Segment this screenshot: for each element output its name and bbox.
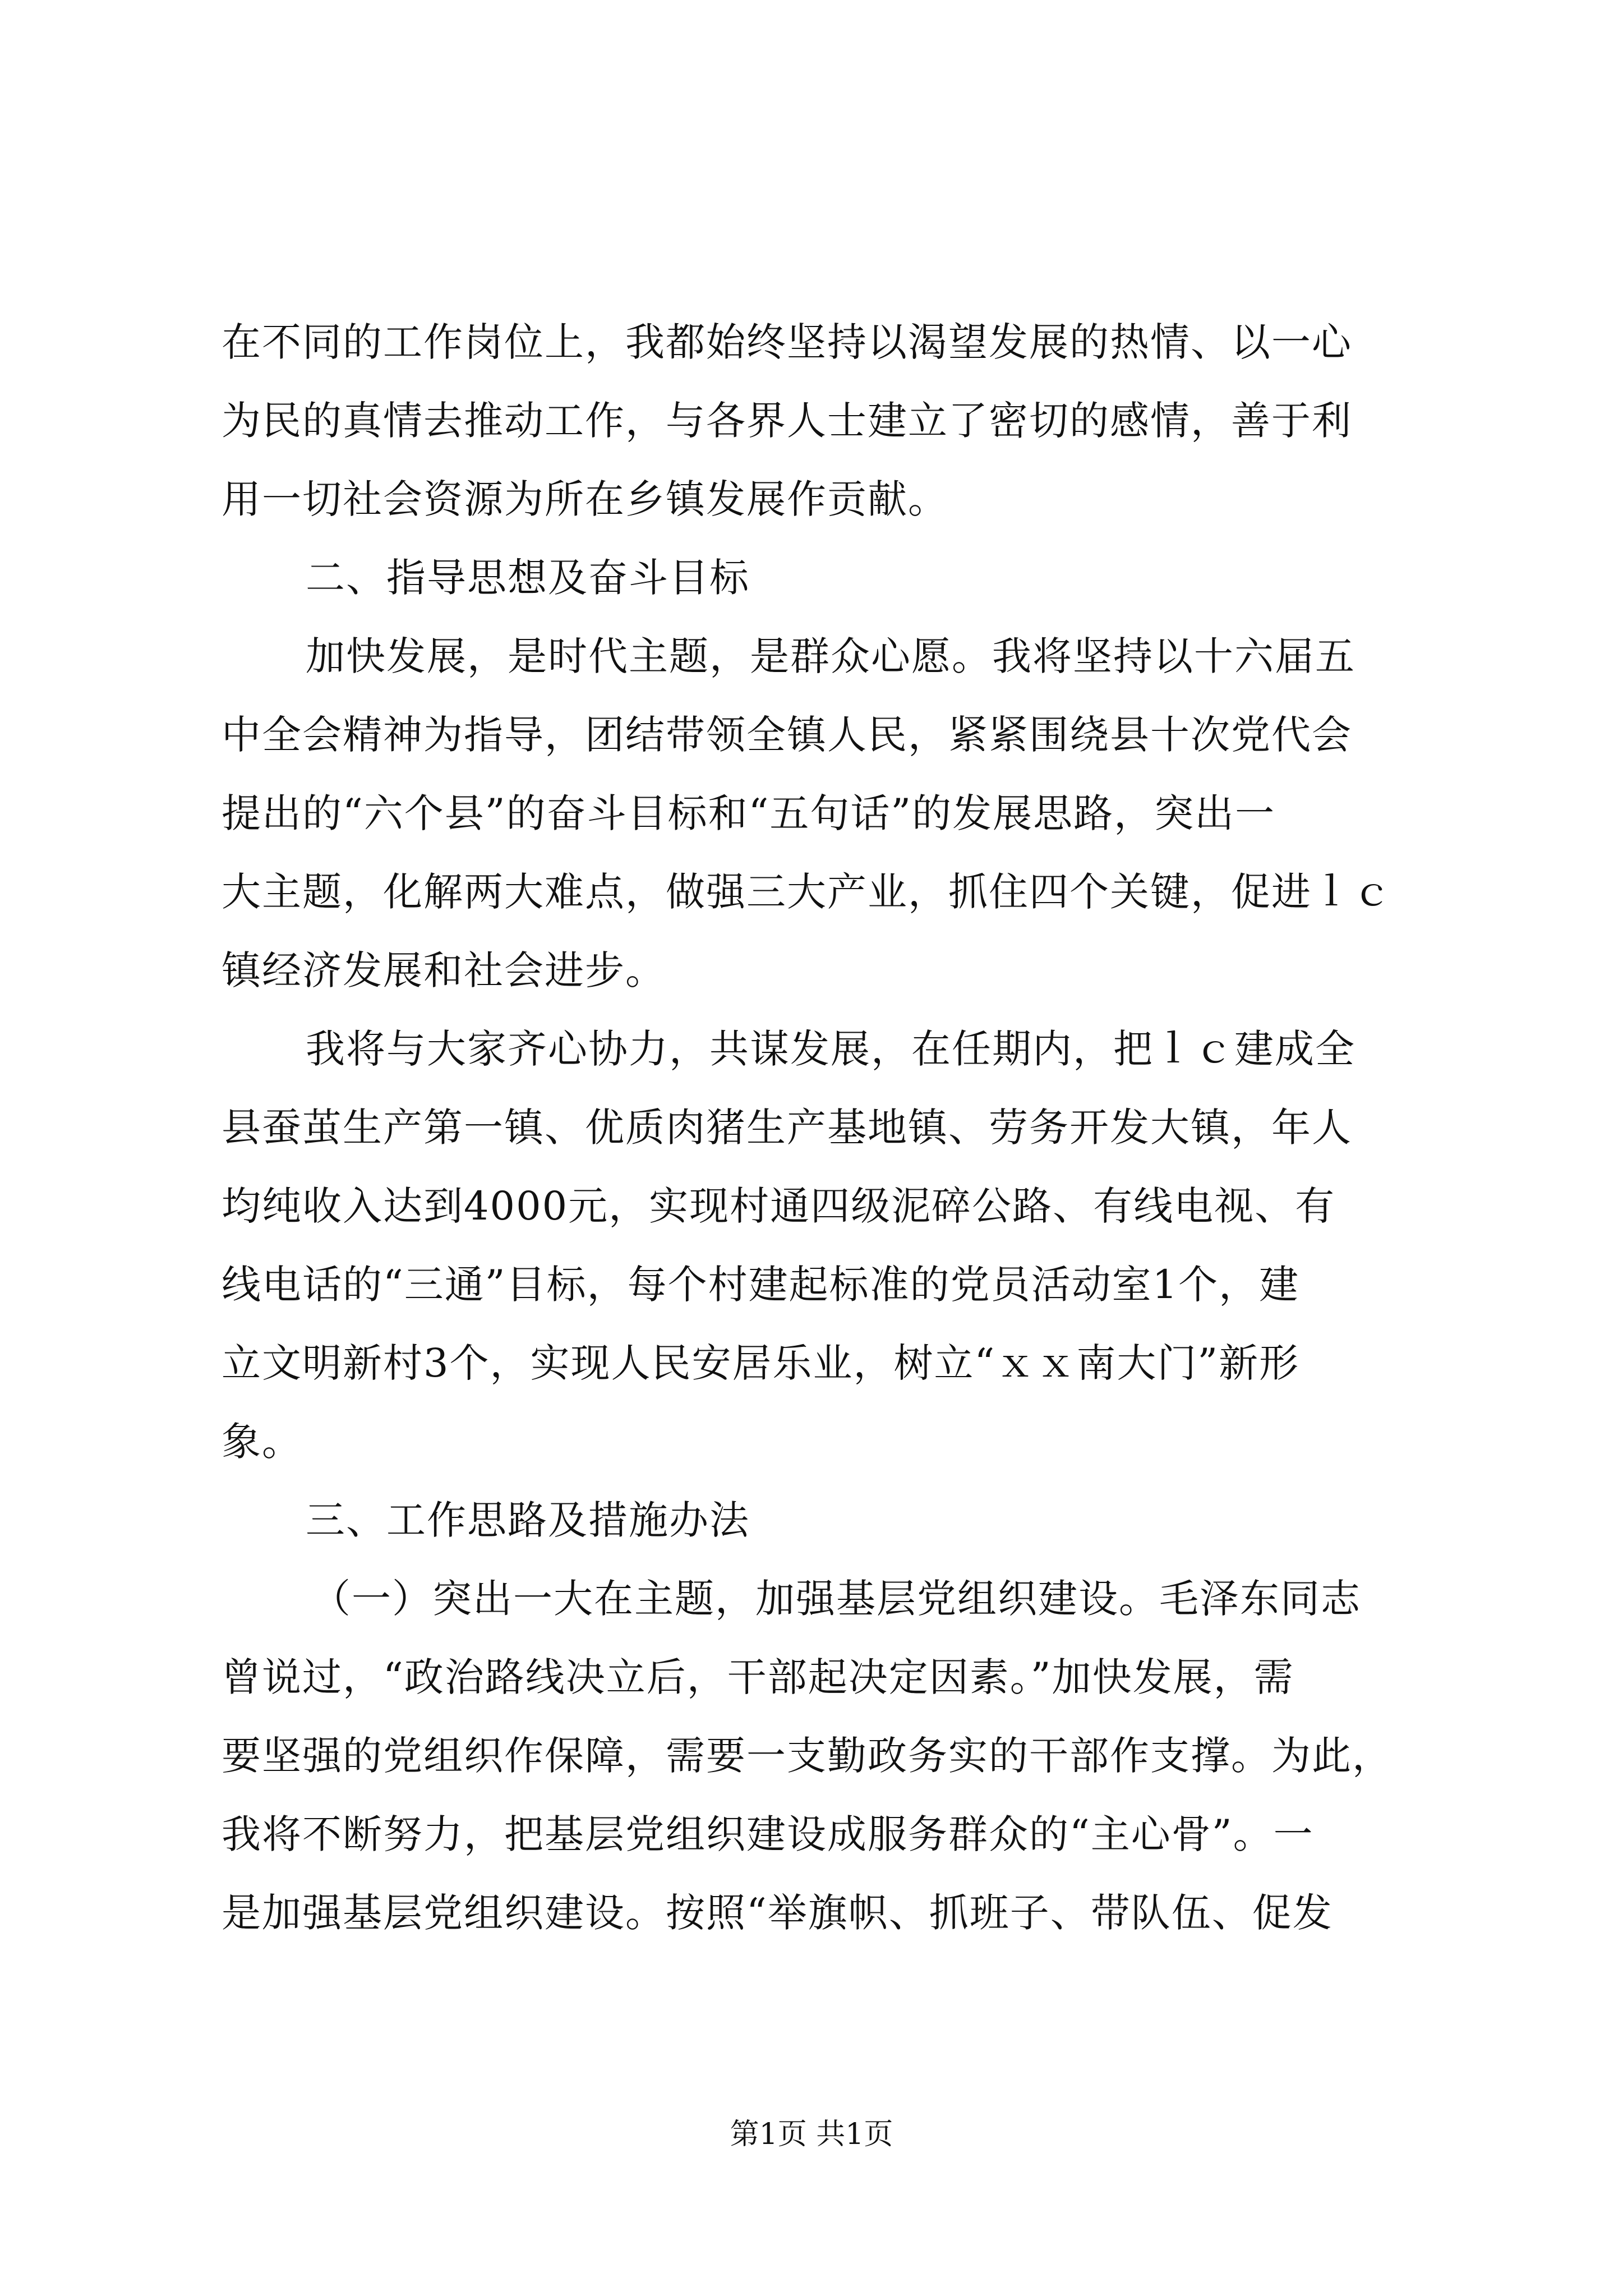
text-line: 为民的真情去推动工作，与各界人士建立了密切的感情，善于利 [222, 398, 1352, 444]
text-line: （一）突出一大在主题，加强基层党组织建设。毛泽东同志 [311, 1576, 1361, 1622]
text-line: 镇经济发展和社会进步。 [222, 947, 666, 993]
page-footer: 第1页 共1页 [730, 2118, 893, 2151]
section-heading: 二、指导思想及奋斗目标 [306, 555, 750, 601]
text-line: 曾说过，“政治路线决立后，干部起决定因素。”加快发展，需 [222, 1654, 1294, 1700]
text-line: 中全会精神为指导，团结带领全镇人民，紧紧围绕县十次党代会 [222, 712, 1352, 758]
text-line: 立文明新村3个，实现人民安居乐业，树立“ｘｘ南大门”新形 [222, 1340, 1300, 1386]
text-line: 县蚕茧生产第一镇、优质肉猪生产基地镇、劳务开发大镇，年人 [222, 1105, 1352, 1151]
text-line: 线电话的“三通”目标，每个村建起标准的党员活动室1个，建 [222, 1262, 1300, 1308]
text-line: 提出的“六个县”的奋斗目标和“五句话”的发展思路，突出一 [222, 790, 1276, 836]
text-line: 在不同的工作岗位上，我都始终坚持以渴望发展的热情、以一心 [222, 319, 1352, 365]
text-line: 加快发展，是时代主题，是群众心愿。我将坚持以十六届五 [306, 633, 1355, 679]
text-line: 大主题，化解两大难点，做强三大产业，抓住四个关键，促进ｌｃ [222, 869, 1393, 915]
text-line: 均纯收入达到4000元，实现村通四级泥碎公路、有线电视、有 [222, 1183, 1336, 1229]
text-line: 用一切社会资源为所在乡镇发展作贡献。 [222, 476, 948, 522]
text-line: 我将与大家齐心协力，共谋发展，在任期内，把ｌｃ建成全 [306, 1026, 1355, 1072]
text-line: 象。 [222, 1419, 302, 1465]
text-line: 是加强基层党组织建设。按照“举旗帜、抓班子、带队伍、促发 [222, 1890, 1333, 1936]
text-line: 我将不断努力，把基层党组织建设成服务群众的“主心骨”。一 [222, 1811, 1314, 1857]
section-heading: 三、工作思路及措施办法 [306, 1497, 750, 1543]
document-body [222, 303, 1410, 1952]
text-line: 要坚强的党组织作保障，需要一支勤政务实的干部作支撑。为此， [222, 1733, 1393, 1779]
